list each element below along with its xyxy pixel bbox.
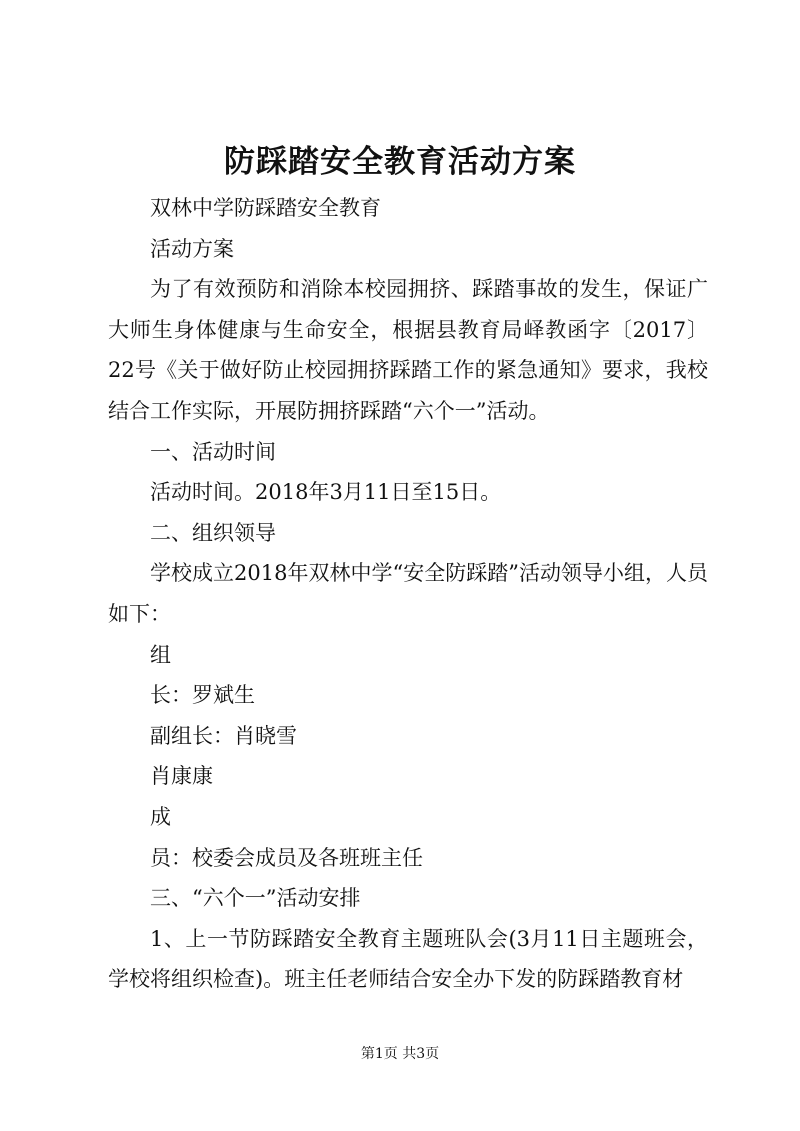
document-body (108, 188, 708, 1000)
paragraph-member: 成 (150, 804, 171, 829)
paragraph-members: 员：校委会成员及各班班主任 (150, 845, 423, 870)
section-heading-time: 一、活动时间 (150, 439, 276, 464)
section-heading-leadership: 二、组织领导 (150, 520, 276, 545)
paragraph-school-name: 双林中学防踩踏安全教育 (150, 196, 381, 220)
page-footer: 第1页 共3页 (360, 1046, 440, 1062)
paragraph-deputy-leader-2: 肖康康 (150, 764, 213, 789)
paragraph-time: 活动时间。2018年3月11日至15日。 (150, 480, 502, 505)
paragraph-activity-1: 1、上一节防踩踏安全教育主题班队会(3月11日主题班会，学校将组织检查)。班主任老师结合安全办下发的防踩踏教育材 (108, 926, 708, 992)
paragraph-deputy-leader: 副组长：肖晓雪 (150, 723, 297, 748)
document-title: 防踩踏安全教育活动方案 (224, 144, 576, 180)
paragraph-leadership: 学校成立2018年双林中学“安全防踩踏”活动领导小组，人员如下： (108, 561, 708, 626)
section-heading-activities: 三、“六个一”活动安排 (150, 886, 361, 911)
paragraph-intro: 为了有效预防和消除本校园拥挤、踩踏事故的发生，保证广大师生身体健康与生命安全，根据县教育局峄教函字〔2017〕22号《关于做好防止校园拥挤踩踏工作的紧急通知》要求，我校结合工作实际，开展防拥挤踩踏“六个一”活动。 (108, 277, 708, 423)
paragraph-group: 组 (150, 642, 171, 667)
paragraph-leader: 长：罗斌生 (150, 683, 255, 708)
paragraph-plan-label: 活动方案 (150, 236, 234, 261)
